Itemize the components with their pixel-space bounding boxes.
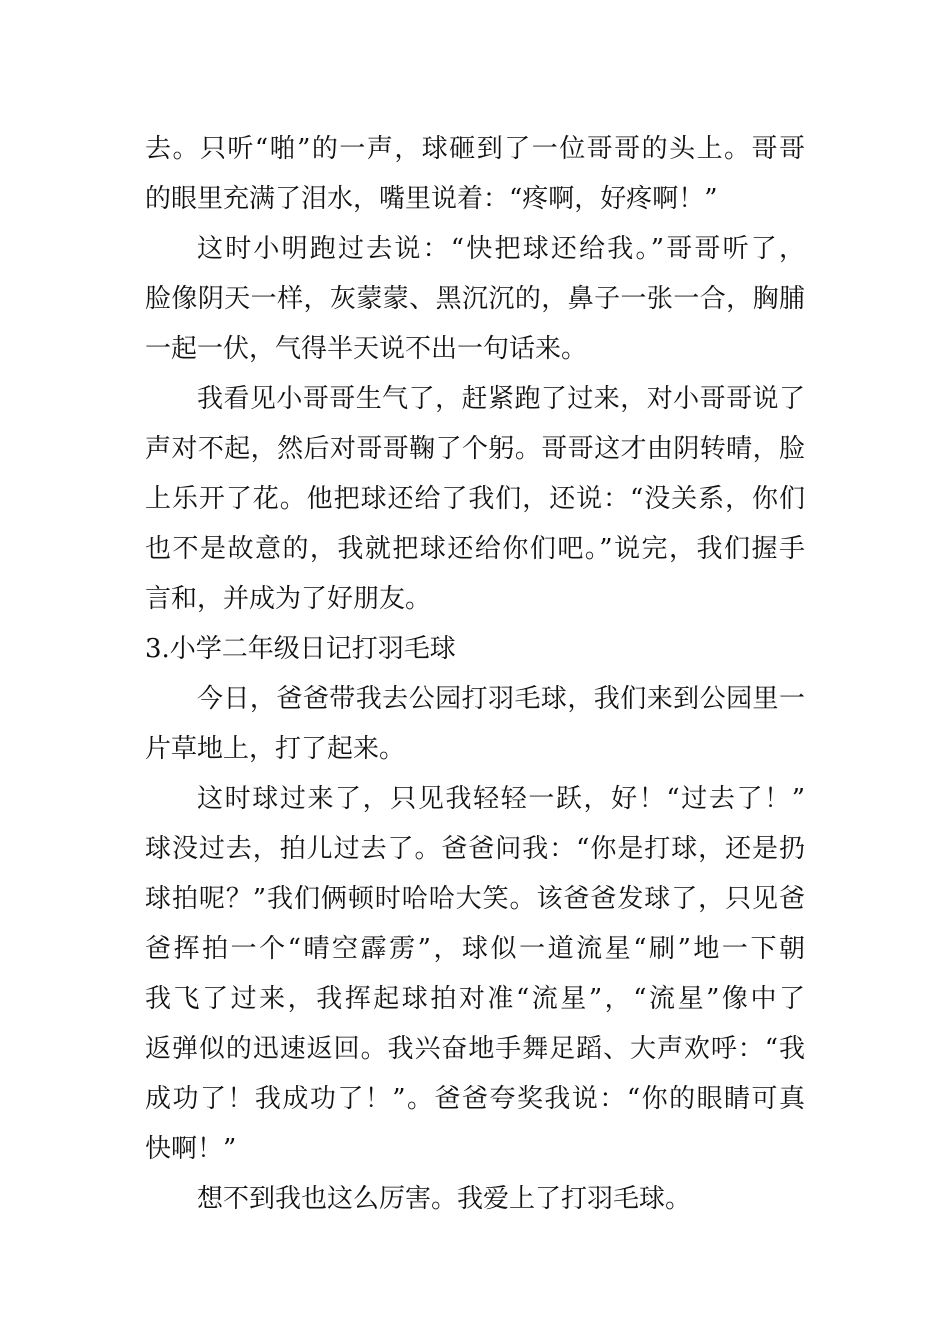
text-line: 声对不起，然后对哥哥鞠了个躬。哥哥这才由阴转晴，脸 [145, 434, 805, 464]
text-line: 一起一伏，气得半天说不出一句话来。 [145, 334, 588, 364]
paragraph-first-line: 这时小明跑过去说：“快把球还给我。”哥哥听了， [197, 234, 805, 264]
paragraph-first-line: 想不到我也这么厉害。我爱上了打羽毛球。 [197, 1184, 692, 1214]
text-line: 球拍呢？”我们俩顿时哈哈大笑。该爸爸发球了，只见爸 [145, 884, 805, 914]
text-line: 的眼里充满了泪水，嘴里说着：“疼啊，好疼啊！” [145, 184, 718, 214]
paragraph-first-line: 我看见小哥哥生气了，赶紧跑了过来，对小哥哥说了 [197, 384, 805, 414]
text-line: 返弹似的迅速返回。我兴奋地手舞足蹈、大声欢呼：“我 [145, 1034, 805, 1064]
text-line: 上乐开了花。他把球还给了我们，还说：“没关系，你们 [145, 484, 805, 514]
text-line: 片草地上，打了起来。 [145, 734, 406, 764]
text-line: 也不是故意的，我就把球还给你们吧。”说完，我们握手 [145, 534, 805, 564]
text-line: 言和，并成为了好朋友。 [145, 584, 432, 614]
text-line: 成功了！我成功了！”。爸爸夸奖我说：“你的眼睛可真 [145, 1084, 805, 1114]
text-line: 我飞了过来，我挥起球拍对准“流星”，“流星”像中了 [145, 984, 805, 1014]
paragraph-first-line: 今日，爸爸带我去公园打羽毛球，我们来到公园里一 [197, 684, 805, 714]
paragraph-first-line: 这时球过来了，只见我轻轻一跃，好！“过去了！” [197, 784, 805, 814]
text-line: 去。只听“啪”的一声，球砸到了一位哥哥的头上。哥哥 [145, 134, 805, 164]
section-heading: 3.小学二年级日记打羽毛球 [145, 634, 456, 664]
text-line: 球没过去，拍儿过去了。爸爸问我：“你是打球，还是扔 [145, 834, 805, 864]
text-line: 快啊！” [145, 1134, 237, 1164]
text-line: 脸像阴天一样，灰蒙蒙、黑沉沉的，鼻子一张一合，胸脯 [145, 284, 805, 314]
text-line: 爸挥拍一个“晴空霹雳”，球似一道流星“刷”地一下朝 [145, 934, 805, 964]
